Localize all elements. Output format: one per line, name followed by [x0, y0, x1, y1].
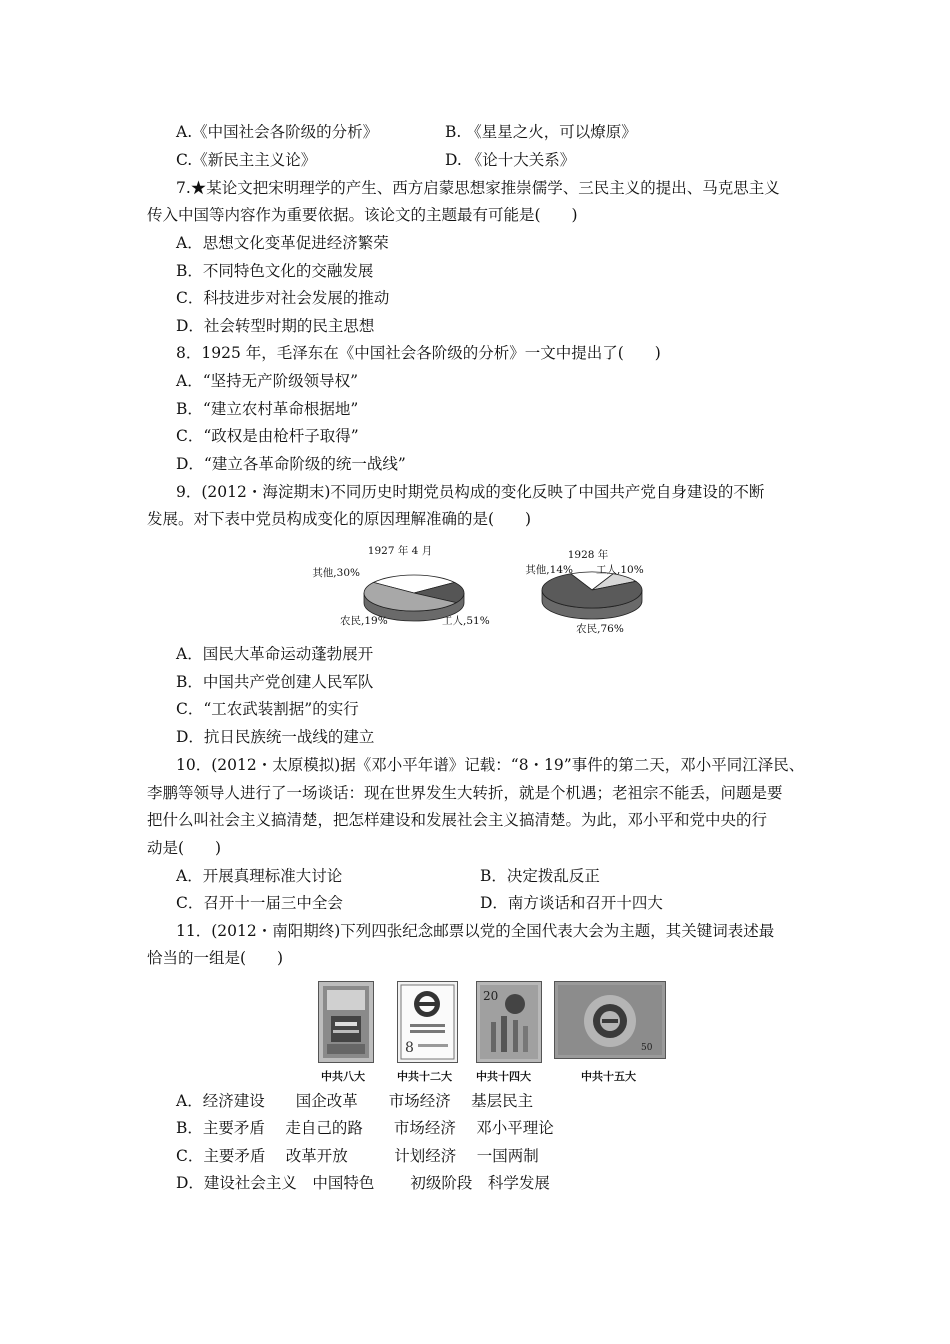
- svg-text:50: 50: [641, 1043, 653, 1053]
- q11-stem-line1: 11．(2012・南阳期终)下列四张纪念邮票以党的全国代表大会为主题，其关键词表述最: [176, 922, 775, 940]
- q10-option-b: B．决定拨乱反正: [480, 867, 600, 885]
- q7-stem-line1: 7.★某论文把宋明理学的产生、西方启蒙思想家推崇儒学、三民主义的提出、马克思主义: [176, 179, 780, 197]
- q9-stem-line2: 发展。对下表中党员构成变化的原因理解准确的是( ): [147, 510, 532, 528]
- q6-option-b: B. 《星星之火，可以燎原》: [445, 123, 637, 141]
- q10-stem-line1: 10．(2012・太原模拟)据《邓小平年谱》记载：“8・19”事件的第二天，邓小平同江泽民、: [176, 756, 805, 774]
- q9-option-d: D．抗日民族统一战线的建立: [176, 728, 375, 746]
- q6-option-a: A.《中国社会各阶级的分析》: [176, 123, 379, 141]
- q11-stem-line2: 恰当的一组是( ): [147, 949, 284, 967]
- q8-option-c: C．“政权是由枪杆子取得”: [176, 427, 359, 445]
- stamp-12th-congress-image: [397, 981, 458, 1063]
- pie-1927-label-2: 工人,51%: [442, 615, 490, 627]
- q8-stem: 8．1925 年，毛泽东在《中国社会各阶级的分析》一文中提出了( ): [176, 344, 661, 362]
- q10-option-c: C．召开十一届三中全会: [176, 894, 343, 912]
- q10-stem-line2: 李鹏等领导人进行了一场谈话：现在世界发生大转折，就是个机遇；老祖宗不能丢，问题是要: [147, 784, 783, 802]
- q7-option-c: C．科技进步对社会发展的推动: [176, 289, 390, 307]
- stamp-caption-12th: 中共十二大: [397, 1070, 452, 1083]
- q9-option-c: C．“工农武装割据”的实行: [176, 700, 359, 718]
- pie-1927-label-0: 其他,30%: [312, 567, 360, 579]
- q6-option-d: D. 《论十大关系》: [445, 151, 576, 169]
- q8-option-a: A．“坚持无产阶级领导权”: [176, 372, 359, 390]
- q7-stem-line2: 传入中国等内容作为重要依据。该论文的主题最有可能是( ): [147, 206, 578, 224]
- q9-stem-line1: 9．(2012・海淀期末)不同历史时期党员构成的变化反映了中国共产党自身建设的不断: [176, 483, 765, 501]
- q6-option-c: C.《新民主主义论》: [176, 151, 317, 169]
- q10-stem-line4: 动是( ): [147, 839, 222, 857]
- pie-chart-1928: [525, 548, 643, 635]
- stamp-15th-congress-image: [554, 981, 666, 1059]
- stamp-caption-14th: 中共十四大: [476, 1070, 531, 1083]
- stamp-14th-congress-image: [476, 981, 542, 1063]
- svg-text:8: 8: [405, 1040, 414, 1056]
- pie-chart-1927: [312, 544, 489, 627]
- q8-option-b: B．“建立农村革命根据地”: [176, 400, 359, 418]
- q7-option-d: D．社会转型时期的民主思想: [176, 317, 375, 335]
- pie-1927-label-1: 农民,19%: [340, 615, 388, 627]
- q7-option-b: B．不同特色文化的交融发展: [176, 262, 374, 280]
- pie-1927-title: 1927 年 4 月: [367, 545, 433, 557]
- q7-option-a: A．思想文化变革促进经济繁荣: [176, 234, 389, 252]
- stamp-8th-congress-image: [318, 981, 374, 1063]
- stamp-caption-8th: 中共八大: [321, 1070, 365, 1083]
- svg-text:20: 20: [483, 989, 499, 1003]
- q9-option-b: B．中国共产党创建人民军队: [176, 673, 374, 691]
- q10-stem-line3: 把什么叫社会主义搞清楚，把怎样建设和发展社会主义搞清楚。为此，邓小平和党中央的行: [147, 811, 768, 829]
- q10-option-a: A．开展真理标准大讨论: [176, 867, 343, 885]
- q11-option-c: C．主要矛盾 改革开放 计划经济 一国两制: [176, 1147, 539, 1165]
- q8-option-d: D．“建立各革命阶级的统一战线”: [176, 455, 406, 473]
- pie-1928-label-1: 工人,10%: [596, 564, 644, 576]
- pie-1928-label-2: 农民,76%: [576, 623, 624, 635]
- q10-option-d: D．南方谈话和召开十四大: [480, 894, 663, 912]
- q11-option-d: D．建设社会主义 中国特色 初级阶段 科学发展: [176, 1174, 550, 1192]
- pie-1928-label-0: 其他,14%: [525, 564, 573, 576]
- q11-option-a: A．经济建设 国企改革 市场经济 基层民主: [176, 1092, 534, 1110]
- pie-1928-title: 1928 年: [567, 549, 609, 561]
- party-composition-pie-charts: [312, 538, 660, 638]
- q9-option-a: A．国民大革命运动蓬勃展开: [176, 645, 374, 663]
- stamp-caption-15th: 中共十五大: [581, 1070, 636, 1083]
- q11-option-b: B．主要矛盾 走自己的路 市场经济 邓小平理论: [176, 1119, 554, 1137]
